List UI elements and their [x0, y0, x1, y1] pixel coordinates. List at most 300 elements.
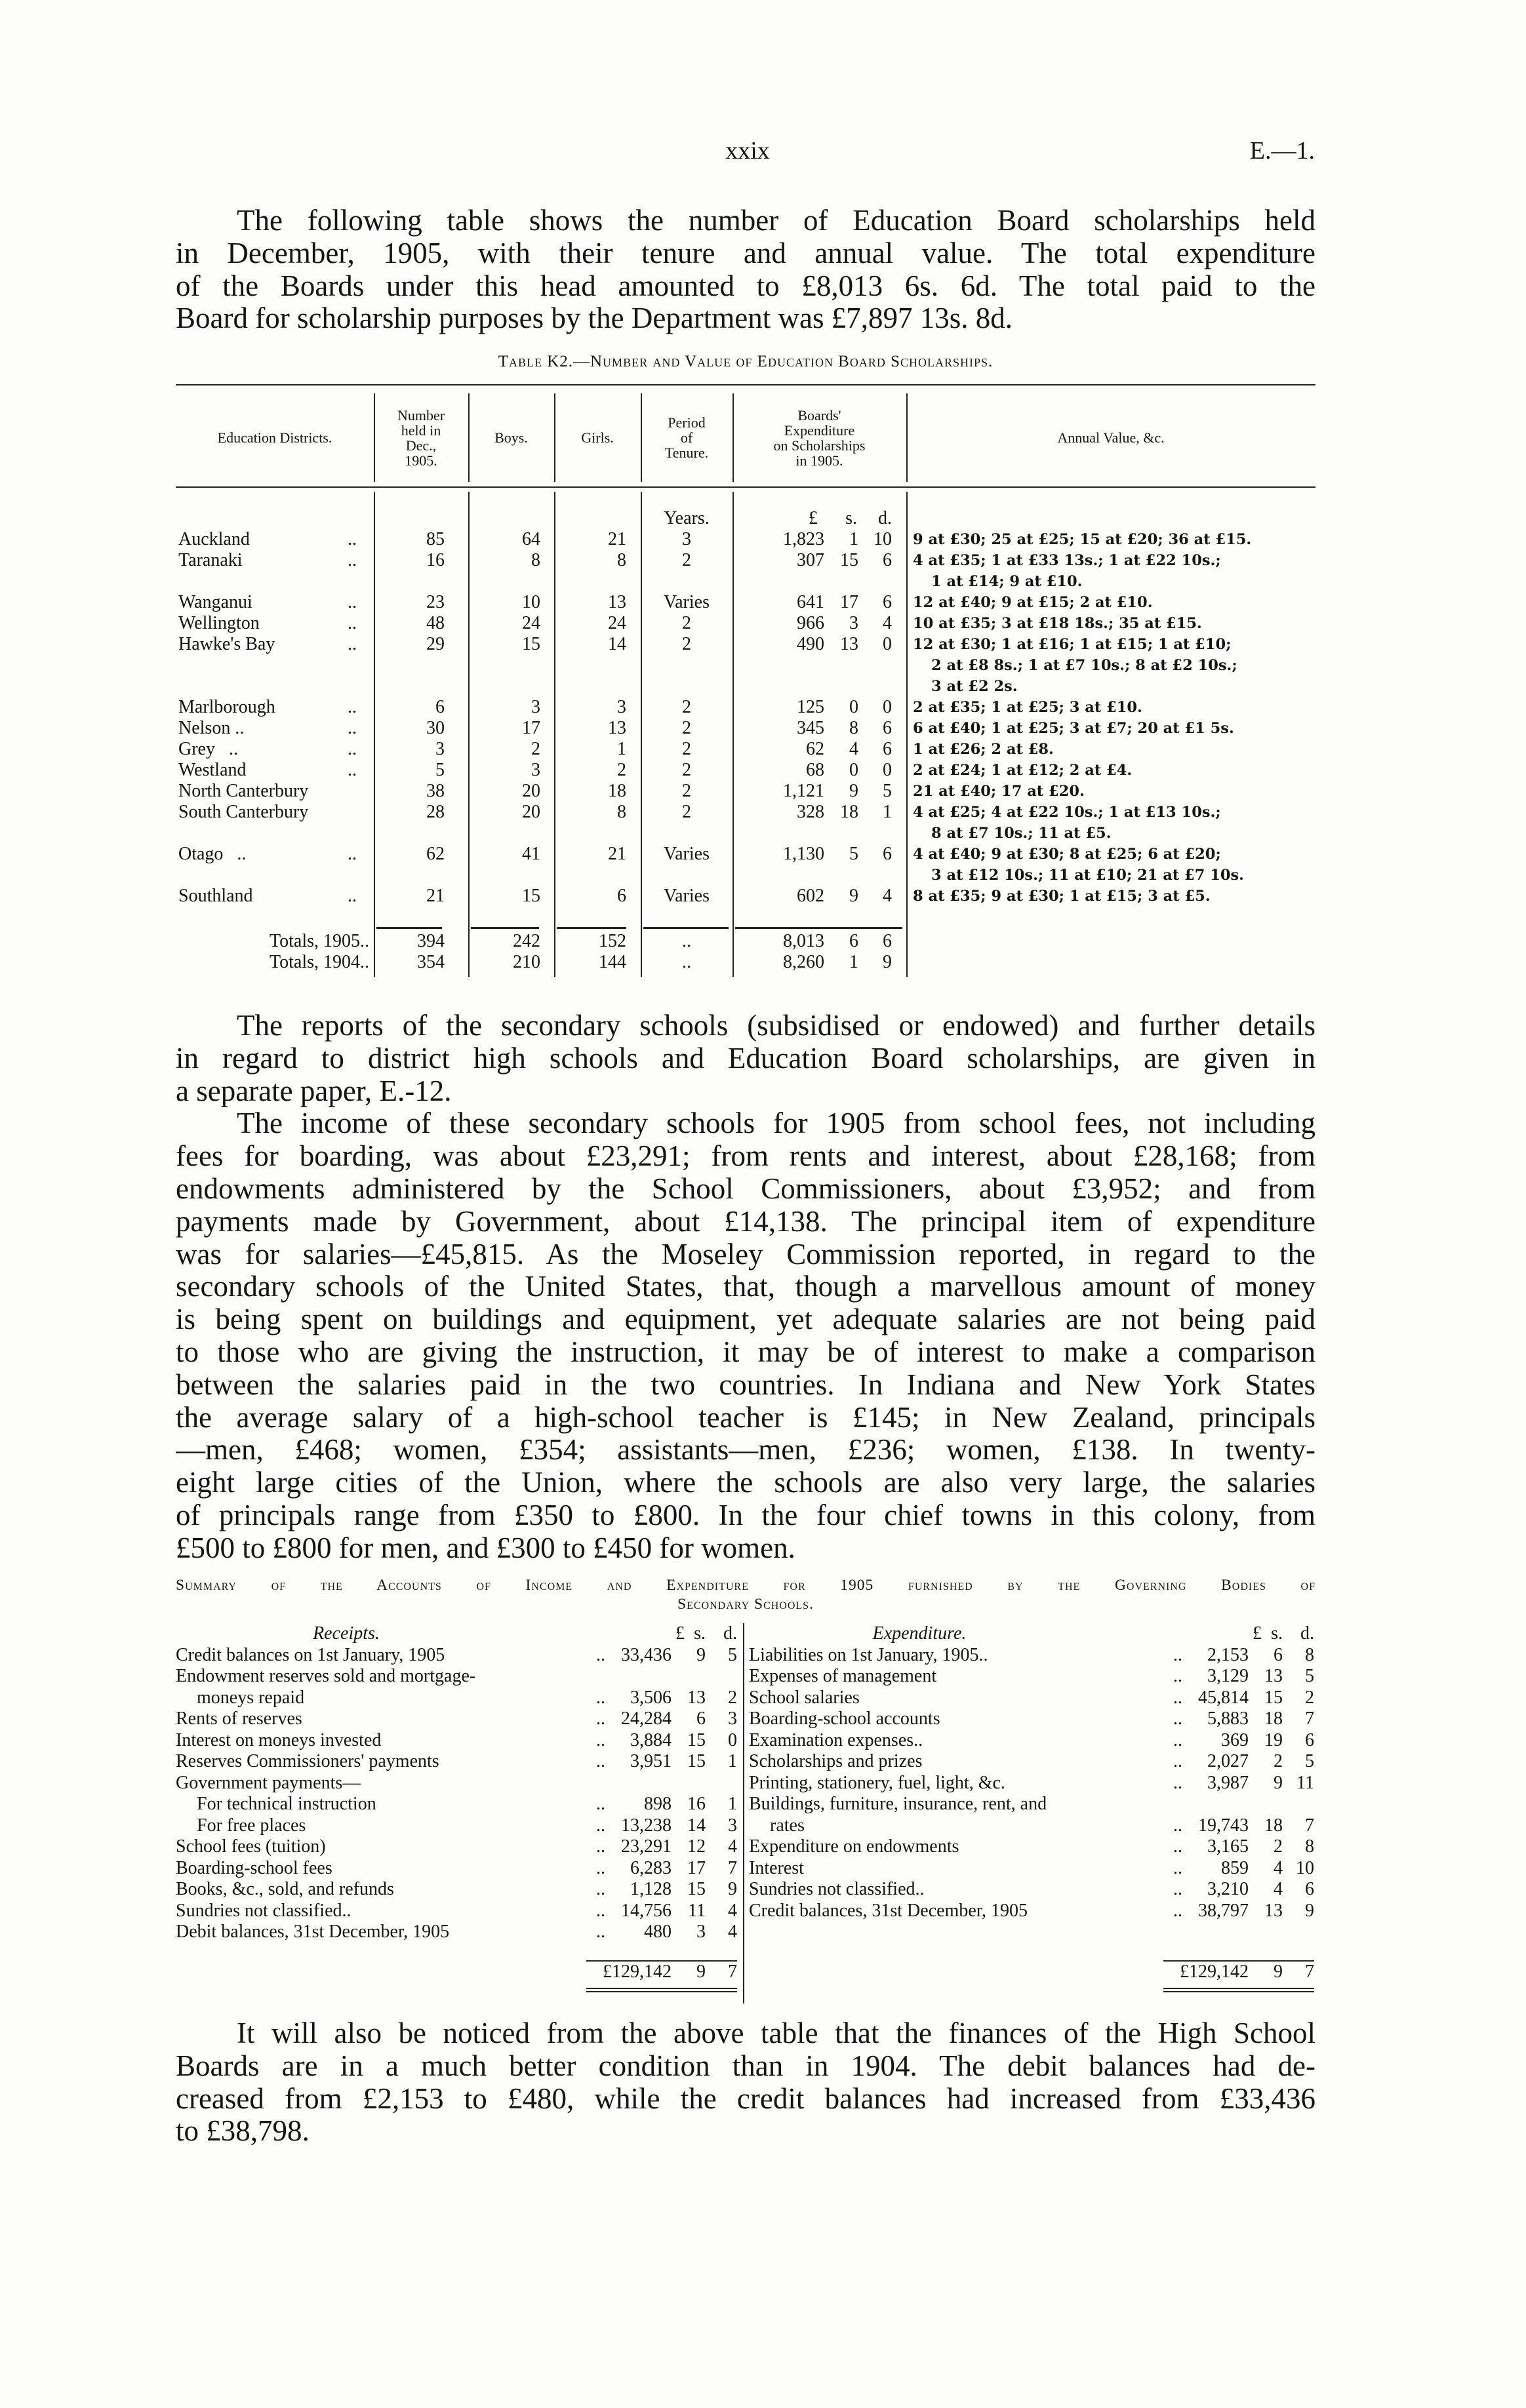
boys: 10: [522, 592, 540, 612]
leader-dots: ..: [348, 697, 357, 717]
header-boys: Boys.: [494, 429, 528, 446]
number-held: 29: [426, 634, 445, 654]
account-label: Sundries not classified..: [749, 1879, 925, 1899]
amount-shillings: 12: [687, 1836, 706, 1857]
amount-shillings: 11: [688, 1900, 706, 1921]
number-held: 21: [426, 886, 445, 906]
boys: 2: [531, 739, 540, 759]
amount-pence: 3: [728, 1815, 737, 1836]
amount-pence: 11: [1296, 1772, 1314, 1793]
amount-pence: 4: [728, 1900, 737, 1921]
annual-value-line: 8 at £35; 9 at £30; 1 at £15; 3 at £5.: [913, 888, 1211, 905]
account-label: School fees (tuition): [176, 1836, 326, 1857]
total-pence: 7: [1305, 1962, 1314, 1982]
amount-pounds: 3,951: [630, 1751, 672, 1771]
leader-dots: ..: [348, 739, 357, 759]
summary-title-line-1: Summary of the Accounts of Income and Expenditure for 1905 furnished by the Governing Bodies of: [176, 1577, 1315, 1594]
girls: 8: [617, 550, 626, 570]
summary-title-line-2: Secondary Schools.: [677, 1596, 814, 1613]
account-label: Interest on moneys invested: [176, 1729, 382, 1750]
girls: 13: [608, 592, 626, 612]
amount-pence: 4: [728, 1922, 737, 1942]
expenditure-pounds: 966: [797, 613, 824, 633]
amount-shillings: 6: [1274, 1644, 1283, 1665]
amount-pence: 9: [1305, 1900, 1314, 1921]
total-double-rule: [586, 1988, 737, 1989]
amount-pounds: 898: [644, 1794, 672, 1814]
annual-value-line: 4 at £25; 4 at £22 10s.; 1 at £13 10s.;: [913, 804, 1221, 821]
expenditure-pounds: 307: [797, 550, 824, 570]
account-label: Scholarships and prizes: [749, 1751, 923, 1771]
leader-dots: ..: [596, 1879, 605, 1899]
totals-label: Totals, 1905..: [269, 931, 369, 951]
text-line: endowments administered by the School Commissioners, about £3,952; and from: [176, 1172, 1315, 1205]
annual-value-line: 1 at £26; 2 at £8.: [913, 741, 1054, 758]
annual-value-line: 6 at £40; 1 at £25; 3 at £7; 20 at £1 5s.: [913, 720, 1234, 737]
girls: 18: [608, 781, 626, 801]
amount-pence: 1: [728, 1751, 737, 1771]
amount-pence: 4: [728, 1836, 737, 1857]
amount-pounds: 14,756: [621, 1900, 672, 1921]
amount-shillings: 13: [1264, 1900, 1283, 1921]
amount-pounds: 23,291: [621, 1836, 672, 1857]
table-header-rule: [176, 486, 1315, 488]
header-girls: Girls.: [581, 429, 614, 446]
leader-dots: ..: [1173, 1666, 1182, 1686]
total-pounds: £129,142: [603, 1962, 672, 1982]
girls: 24: [608, 613, 626, 633]
expenditure-shillings: 4: [849, 739, 858, 759]
annual-value-line: 12 at £40; 9 at £15; 2 at £10.: [913, 594, 1153, 611]
boys: 15: [522, 634, 540, 654]
expenditure-pence: 6: [883, 844, 892, 864]
district-name: Nelson ..: [178, 718, 245, 738]
amount-pence: 8: [1305, 1836, 1314, 1857]
girls: 21: [608, 844, 626, 864]
leader-dots: ..: [596, 1815, 605, 1836]
expenditure-pence: 6: [883, 550, 892, 570]
boys: 20: [522, 781, 540, 801]
text-line: to those who are giving the instruction, it may be of interest to make a comparison: [176, 1335, 1315, 1368]
expenditure-pounds: 328: [797, 802, 824, 822]
expenditure-pounds: 1,130: [783, 844, 824, 864]
expenditure-shillings: 6: [849, 931, 858, 951]
period: 2: [682, 760, 691, 780]
annual-value-line: 2 at £8 8s.; 1 at £7 10s.; 8 at £2 10s.;: [931, 657, 1237, 674]
text-line: eight large cities of the Union, where the schools are also very large, the salaries: [176, 1467, 1315, 1499]
amount-pounds: 369: [1221, 1729, 1249, 1750]
account-label: Expenses of management: [749, 1666, 937, 1686]
amount-shillings: 2: [1274, 1836, 1283, 1857]
boys: 8: [531, 550, 540, 570]
summary-title: [176, 1576, 1315, 1614]
number-held: 5: [435, 760, 445, 780]
account-label: Government payments—: [176, 1772, 361, 1793]
header-period: Period of Tenure.: [664, 414, 709, 461]
period: 3: [682, 529, 691, 549]
paper-code: E.—1.: [1249, 137, 1315, 165]
leader-dots: ..: [596, 1751, 605, 1771]
number-held: 16: [426, 550, 445, 570]
amount-pence: 10: [1296, 1857, 1314, 1878]
leader-dots: ..: [596, 1922, 605, 1942]
annual-value-line: 2 at £35; 1 at £25; 3 at £10.: [913, 699, 1142, 716]
amount-shillings: 18: [1264, 1708, 1283, 1729]
account-label: School salaries: [749, 1687, 860, 1708]
district-name: South Canterbury: [178, 802, 309, 822]
table-k2-title: Table K2.—Number and Value of Education Board Scholarships.: [498, 353, 994, 370]
expenditure-shillings: 0: [849, 697, 858, 717]
amount-pounds: 3,506: [630, 1687, 672, 1708]
amount-pence: 5: [1305, 1751, 1314, 1771]
period: Varies: [664, 592, 710, 612]
amount-shillings: 4: [1274, 1879, 1283, 1899]
expenditure-pence: 10: [873, 529, 892, 549]
heading-receipts: Receipts.: [313, 1623, 380, 1644]
expenditure-pounds: 125: [797, 697, 824, 717]
amount-pounds: 1,128: [630, 1879, 672, 1899]
period: ..: [682, 931, 691, 951]
expenditure-pence: 6: [883, 592, 892, 612]
totals-rule: [735, 927, 902, 929]
header-annual-value: Annual Value, &c.: [1057, 429, 1165, 446]
body-paragraphs: [176, 1010, 1315, 1565]
leader-dots: ..: [348, 550, 357, 570]
account-label: Reserves Commissioners' payments: [176, 1751, 439, 1771]
closing-paragraph: [176, 2017, 1315, 2148]
annual-value-line: 9 at £30; 25 at £25; 15 at £20; 36 at £15.: [913, 531, 1252, 548]
expenditure-pence: 9: [883, 952, 892, 972]
period: 2: [682, 718, 691, 738]
period: Varies: [664, 844, 710, 864]
unit-shillings: s.: [1271, 1623, 1283, 1644]
amount-pence: 7: [1305, 1815, 1314, 1836]
header-district: Education Districts.: [217, 429, 332, 446]
boys: 242: [513, 931, 540, 951]
district-name: Westland: [178, 760, 247, 780]
amount-shillings: 15: [687, 1751, 706, 1771]
district-name: Marlborough: [178, 697, 275, 717]
period: 2: [682, 613, 691, 633]
girls: 6: [617, 886, 626, 906]
expenditure-pence: 0: [883, 634, 892, 654]
boys: 64: [522, 529, 540, 549]
amount-pounds: 6,283: [630, 1857, 672, 1878]
amount-shillings: 4: [1274, 1857, 1283, 1878]
text-line: Board for scholarship purposes by the Department was £7,897 13s. 8d.: [176, 302, 1013, 335]
unit-shillings: s.: [845, 508, 857, 528]
totals-rule: [643, 927, 729, 929]
girls: 152: [599, 931, 626, 951]
expenditure-shillings: 15: [840, 550, 858, 570]
leader-dots: ..: [1173, 1644, 1182, 1665]
amount-pounds: 19,743: [1198, 1815, 1249, 1836]
expenditure-shillings: 13: [840, 634, 858, 654]
total-pence: 7: [728, 1962, 737, 1982]
amount-pence: 2: [1305, 1687, 1314, 1708]
text-line: The income of these secondary schools for 1905 from school fees, not including: [237, 1107, 1315, 1140]
leader-dots: ..: [348, 718, 357, 738]
amount-shillings: 16: [687, 1794, 706, 1814]
expenditure-pounds: 1,121: [783, 781, 824, 801]
expenditure-pence: 1: [883, 802, 892, 822]
number-held: 23: [426, 592, 445, 612]
expenditure-shillings: 17: [840, 592, 858, 612]
amount-shillings: 14: [687, 1815, 706, 1836]
account-label: Debit balances, 31st December, 1905: [176, 1922, 450, 1942]
annual-value-line: 12 at £30; 1 at £16; 1 at £15; 1 at £10;: [913, 636, 1232, 653]
header-expenditure: Boards' Expenditure on Scholarships in 1905.: [773, 406, 866, 469]
totals-label: Totals, 1904..: [269, 952, 369, 972]
girls: 2: [617, 760, 626, 780]
leader-dots: ..: [1173, 1857, 1182, 1878]
expenditure-shillings: 3: [849, 613, 858, 633]
unit-shillings: s.: [694, 1623, 706, 1644]
header-number: Number held in Dec., 1905.: [397, 406, 445, 469]
amount-pounds: 5,883: [1207, 1708, 1249, 1729]
amount-pence: 5: [728, 1644, 737, 1665]
amount-pounds: 2,027: [1207, 1751, 1249, 1771]
number-held: 62: [426, 844, 445, 864]
amount-pounds: 859: [1221, 1857, 1249, 1878]
amount-pence: 0: [728, 1729, 737, 1750]
expenditure-shillings: 8: [849, 718, 858, 738]
annual-value-line: 10 at £35; 3 at £18 18s.; 35 at £15.: [913, 615, 1202, 632]
period: 2: [682, 781, 691, 801]
column-divider: [733, 393, 734, 482]
account-label: Boarding-school accounts: [749, 1708, 940, 1729]
girls: 14: [608, 634, 626, 654]
expenditure-pounds: 8,013: [783, 931, 824, 951]
leader-dots: ..: [596, 1708, 605, 1729]
leader-dots: ..: [1173, 1879, 1182, 1899]
text-line: between the salaries paid in the two countries. In Indiana and New York States: [176, 1368, 1315, 1401]
girls: 144: [599, 952, 626, 972]
district-name: Taranaki: [178, 550, 243, 570]
amount-shillings: 3: [696, 1922, 706, 1942]
annual-value-line: 4 at £35; 1 at £33 13s.; 1 at £22 10s.;: [913, 552, 1221, 569]
leader-dots: ..: [596, 1836, 605, 1857]
expenditure-shillings: 1: [849, 952, 858, 972]
expenditure-pence: 5: [883, 781, 892, 801]
leader-dots: ..: [596, 1644, 605, 1665]
text-line: of principals range from £350 to £800. In the four chief towns in this colony, from: [176, 1499, 1315, 1531]
number-held: 6: [435, 697, 445, 717]
leader-dots: ..: [1173, 1708, 1182, 1729]
text-line: The reports of the secondary schools (subsidised or endowed) and further details: [237, 1010, 1315, 1042]
account-label: Endowment reserves sold and mortgage-: [176, 1666, 476, 1686]
annual-value-line: 3 at £2 2s.: [931, 678, 1018, 695]
table-top-rule: [176, 384, 1315, 385]
boys: 20: [522, 802, 540, 822]
leader-dots: ..: [348, 613, 357, 633]
expenditure-pounds: 1,823: [783, 529, 824, 549]
amount-shillings: 15: [687, 1729, 706, 1750]
annual-value-line: 21 at £40; 17 at £20.: [913, 783, 1085, 800]
totals-rule: [471, 927, 539, 929]
account-label: Liabilities on 1st January, 1905..: [749, 1644, 988, 1665]
account-label: moneys repaid: [197, 1687, 305, 1708]
expenditure-pence: 6: [883, 931, 892, 951]
totals-rule: [557, 927, 626, 929]
number-held: 394: [417, 931, 445, 951]
amount-pence: 7: [728, 1857, 737, 1878]
district-name: Hawke's Bay: [178, 634, 275, 654]
amount-pounds: 2,153: [1207, 1644, 1249, 1665]
annual-value-line: 1 at £14; 9 at £10.: [931, 573, 1083, 590]
amount-pence: 6: [1305, 1729, 1314, 1750]
leader-dots: ..: [348, 634, 357, 654]
unit-pence: d.: [723, 1623, 737, 1644]
leader-dots: ..: [348, 760, 357, 780]
text-line: of the Boards under this head amounted to £8,013 6s. 6d. The total paid to the: [176, 269, 1315, 302]
account-label: Credit balances on 1st January, 1905: [176, 1644, 445, 1665]
leader-dots: ..: [1173, 1836, 1182, 1857]
girls: 21: [608, 529, 626, 549]
leader-dots: ..: [348, 886, 357, 906]
expenditure-pounds: 8,260: [783, 952, 824, 972]
leader-dots: ..: [596, 1729, 605, 1750]
district-name: North Canterbury: [178, 781, 309, 801]
amount-pounds: 3,884: [630, 1729, 672, 1750]
boys: 3: [531, 697, 540, 717]
boys: 3: [531, 760, 540, 780]
text-line: in December, 1905, with their tenure and annual value. The total expenditure: [176, 237, 1315, 269]
text-line: It will also be noticed from the above table that the finances of the High School: [237, 2017, 1315, 2049]
amount-shillings: 9: [696, 1644, 706, 1665]
amount-shillings: 17: [687, 1857, 706, 1878]
column-divider: [641, 393, 642, 482]
boys: 210: [513, 952, 540, 972]
amount-shillings: 15: [1264, 1687, 1283, 1708]
amount-shillings: 19: [1264, 1729, 1283, 1750]
text-line: in regard to district high schools and Education Board scholarships, are given in: [176, 1042, 1315, 1075]
amount-shillings: 13: [1264, 1666, 1283, 1686]
district-name: Wanganui: [178, 592, 252, 612]
account-label: Boarding-school fees: [176, 1857, 332, 1878]
expenditure-pounds: 490: [797, 634, 824, 654]
amount-shillings: 2: [1274, 1751, 1283, 1771]
girls: 1: [617, 739, 626, 759]
amount-pence: 5: [1305, 1666, 1314, 1686]
expenditure-pence: 0: [883, 760, 892, 780]
girls: 8: [617, 802, 626, 822]
expenditure-pence: 4: [883, 886, 892, 906]
amount-pounds: 13,238: [621, 1815, 672, 1836]
period: ..: [682, 952, 691, 972]
period: 2: [682, 550, 691, 570]
girls: 3: [617, 697, 626, 717]
amount-pounds: 3,210: [1207, 1879, 1249, 1899]
leader-dots: ..: [1173, 1772, 1182, 1793]
amount-pence: 1: [728, 1794, 737, 1814]
amount-pounds: 3,165: [1207, 1836, 1249, 1857]
text-line: payments made by Government, about £14,138. The principal item of expenditure: [176, 1205, 1315, 1238]
expenditure-pence: 4: [883, 613, 892, 633]
boys: 24: [522, 613, 540, 633]
text-line: was for salaries—£45,815. As the Moseley Commission reported, in regard to the: [176, 1238, 1315, 1271]
leader-dots: ..: [596, 1857, 605, 1878]
expenditure-pence: 6: [883, 718, 892, 738]
number-held: 354: [417, 952, 445, 972]
amount-shillings: 9: [1274, 1772, 1283, 1793]
account-label: rates: [770, 1815, 805, 1836]
amount-pence: 2: [728, 1687, 737, 1708]
text-line: £500 to £800 for men, and £300 to £450 for women.: [176, 1531, 795, 1564]
unit-pence: d.: [878, 508, 892, 528]
expenditure-pounds: 62: [806, 739, 824, 759]
total-shillings: 9: [1274, 1962, 1283, 1982]
amount-pence: 3: [728, 1708, 737, 1729]
expenditure-shillings: 18: [840, 802, 858, 822]
expenditure-pence: 0: [883, 697, 892, 717]
expenditure-shillings: 0: [849, 760, 858, 780]
totals-rule: [376, 927, 442, 929]
district-name: Otago ..: [178, 844, 247, 864]
text-line: secondary schools of the United States, that, though a marvellous amount of money: [176, 1271, 1315, 1303]
text-line: The following table shows the number of Education Board scholarships held: [237, 205, 1315, 237]
amount-pounds: 3,129: [1207, 1666, 1249, 1686]
district-name: Wellington: [178, 613, 260, 633]
period: 2: [682, 697, 691, 717]
annual-value-line: 3 at £12 10s.; 11 at £10; 21 at £7 10s.: [931, 867, 1245, 884]
leader-dots: ..: [348, 592, 357, 612]
expenditure-pounds: 641: [797, 592, 824, 612]
account-label: Rents of reserves: [176, 1708, 302, 1729]
number-held: 38: [426, 781, 445, 801]
amount-pence: 7: [1305, 1708, 1314, 1729]
amount-pounds: 45,814: [1198, 1687, 1249, 1708]
expenditure-shillings: 9: [849, 886, 858, 906]
boys: 15: [522, 886, 540, 906]
column-divider: [554, 393, 555, 482]
annual-value-line: 8 at £7 10s.; 11 at £5.: [931, 825, 1112, 842]
leader-dots: ..: [1173, 1815, 1182, 1836]
boys: 41: [522, 844, 540, 864]
leader-dots: ..: [596, 1687, 605, 1708]
amount-pounds: 480: [644, 1922, 672, 1942]
text-line: fees for boarding, was about £23,291; from rents and interest, about £28,168; from: [176, 1140, 1315, 1173]
expenditure-pounds: 602: [797, 886, 824, 906]
account-label: Examination expenses..: [749, 1729, 923, 1750]
amount-shillings: 15: [687, 1879, 706, 1899]
leader-dots: ..: [1173, 1751, 1182, 1771]
unit-pence: d.: [1300, 1623, 1314, 1644]
expenditure-shillings: 1: [849, 529, 858, 549]
girls: 13: [608, 718, 626, 738]
annual-value-line: 4 at £40; 9 at £30; 8 at £25; 6 at £20;: [913, 846, 1221, 863]
heading-expenditure: Expenditure.: [872, 1623, 967, 1644]
number-held: 28: [426, 802, 445, 822]
accounts-divider: [743, 1623, 744, 2003]
expenditure-pounds: 68: [806, 760, 824, 780]
leader-dots: ..: [1173, 1900, 1182, 1921]
account-label: Credit balances, 31st December, 1905: [749, 1900, 1028, 1921]
amount-pounds: 3,987: [1207, 1772, 1249, 1793]
total-double-rule: [586, 1991, 737, 1992]
text-line: the average salary of a high-school teacher is £145; in New Zealand, principals: [176, 1401, 1315, 1434]
account-label: Expenditure on endowments: [749, 1836, 959, 1857]
text-line: to £38,798.: [176, 2115, 310, 2148]
text-line: Boards are in a much better condition than in 1904. The debit balances had de-: [176, 2049, 1315, 2082]
account-label: Sundries not classified..: [176, 1900, 351, 1921]
column-divider: [468, 393, 470, 482]
period: Varies: [664, 886, 710, 906]
column-divider: [906, 492, 908, 977]
leader-dots: ..: [1173, 1729, 1182, 1750]
amount-pounds: 38,797: [1198, 1900, 1249, 1921]
amount-pence: 6: [1305, 1879, 1314, 1899]
